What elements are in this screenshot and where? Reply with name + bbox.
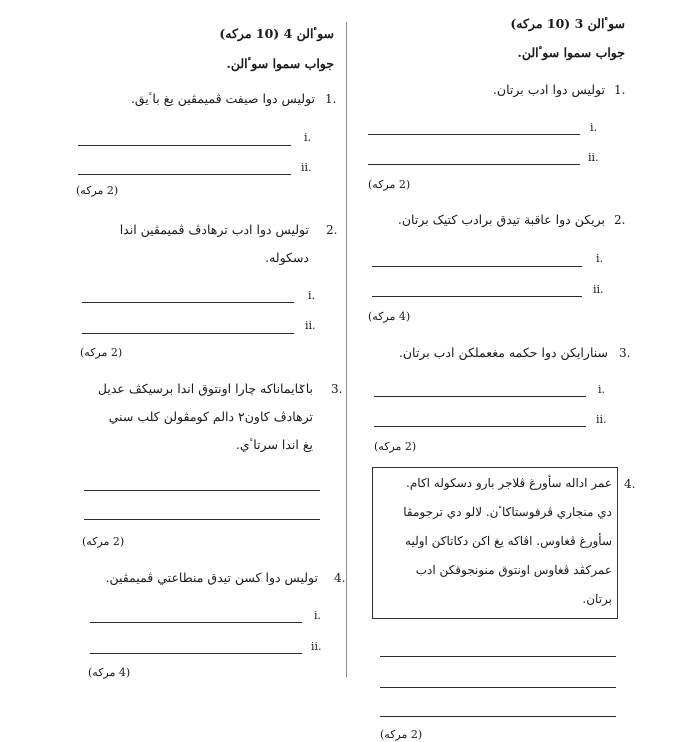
r-q4-answer-line-3[interactable] [380, 716, 616, 717]
r-q2-answer-line-2[interactable] [372, 296, 582, 297]
section3-title: سوٴالن 3 (10 مرکه) [510, 16, 625, 31]
r-q1-text: توليس دوا ادب برتان. [492, 82, 605, 97]
r-q4-answer-line-2[interactable] [380, 687, 616, 688]
r-q1-answer-line-1[interactable] [368, 134, 580, 135]
l-q4-number: 4. [334, 571, 346, 585]
r-q2-roman-2: ii. [593, 283, 604, 296]
l-q4-marks: (4 مرکه) [88, 666, 131, 679]
l-q3-number: 3. [331, 382, 343, 396]
r-q1-roman-1: i. [590, 121, 598, 134]
r-q3-marks: (2 مرکه) [374, 440, 417, 453]
l-q1-answer-line-1[interactable] [78, 145, 291, 146]
l-q1-number: 1. [325, 92, 337, 106]
l-q1-answer-line-2[interactable] [78, 174, 291, 175]
l-q3-text-line-3: يغ اندا سرتاٴي. [235, 437, 313, 452]
l-q3-answer-line-2[interactable] [84, 519, 320, 520]
l-q2-answer-line-1[interactable] [82, 302, 294, 303]
l-q2-number: 2. [326, 223, 338, 237]
r-q4-scenario-line-2: دي منجاري ڤرفوستاکاٴن. لالو دي ترجومڤا [403, 505, 612, 519]
r-q3-text: سنارايکن دوا حکمه مغعملکن ادب برتان. [398, 345, 608, 360]
l-q2-roman-1: i. [308, 289, 316, 302]
l-q3-text-line-1: باݢايماناکه چارا اونتوق اندا برسيکڤ عديل [97, 381, 313, 396]
r-q3-roman-2: ii. [596, 413, 607, 426]
r-q3-answer-line-1[interactable] [374, 396, 586, 397]
column-divider [346, 22, 347, 677]
l-q2-answer-line-2[interactable] [82, 333, 294, 334]
r-q4-scenario-line-3: سأورغ ڤغاوس. اڤاکه يغ اکن دکاتاکن اوليه [405, 534, 612, 548]
r-q3-roman-1: i. [598, 383, 606, 396]
l-q1-text: توليس دوا صيفت ڤميمڤين يغ باٴيق. [130, 91, 315, 106]
r-q4-answer-line-1[interactable] [380, 656, 616, 657]
l-q1-roman-2: ii. [301, 161, 312, 174]
l-q4-roman-2: ii. [311, 640, 322, 653]
l-q1-marks: (2 مرکه) [76, 184, 119, 197]
r-q2-text: بريکن دوا عاقبة تيدق برادب کتيک برتان. [397, 212, 605, 227]
r-q4-scenario-line-5: برتان. [582, 592, 612, 606]
r-q2-number: 2. [614, 213, 626, 227]
section4-instruction: جواب سموا سوٴالن. [226, 56, 334, 71]
l-q3-marks: (2 مرکه) [82, 535, 125, 548]
r-q4-number: 4. [624, 477, 636, 491]
r-q3-number: 3. [619, 346, 631, 360]
section3-instruction: جواب سموا سوٴالن. [517, 45, 625, 60]
r-q1-roman-2: ii. [588, 151, 599, 164]
l-q3-answer-line-1[interactable] [84, 490, 320, 491]
l-q2-text-line-2: دسکوله. [265, 250, 309, 265]
l-q4-roman-1: i. [314, 609, 322, 622]
r-q4-scenario-line-4: عمرکڤد ڤغاوس اونتوق منونجوقکن ادب [415, 563, 612, 577]
l-q4-text: توليس دوا کسن تيدق منطاعتي ڤميمڤين. [105, 570, 318, 585]
section4-title: سوٴالن 4 (10 مرکه) [219, 26, 334, 41]
r-q1-number: 1. [614, 83, 626, 97]
r-q2-roman-1: i. [596, 252, 604, 265]
l-q3-text-line-2: ترهادڤ کاون٢ دالم کومڤولن کلب سني [108, 409, 313, 424]
r-q2-marks: (4 مرکه) [368, 310, 411, 323]
l-q4-answer-line-2[interactable] [90, 653, 302, 654]
l-q2-text-line-1: توليس دوا ادب ترهادڤ ڤميمڤين اندا [119, 222, 309, 237]
l-q1-roman-1: i. [304, 131, 312, 144]
r-q4-scenario-line-1: عمر اداله سأورغ ڤلاجر بارو دسکوله اکام. [406, 476, 612, 490]
l-q2-roman-2: ii. [305, 319, 316, 332]
l-q2-marks: (2 مرکه) [80, 346, 123, 359]
r-q4-marks: (2 مرکه) [380, 728, 423, 741]
l-q4-answer-line-1[interactable] [90, 622, 302, 623]
r-q1-answer-line-2[interactable] [368, 164, 580, 165]
r-q2-answer-line-1[interactable] [372, 266, 582, 267]
r-q3-answer-line-2[interactable] [374, 426, 586, 427]
r-q1-marks: (2 مرکه) [368, 178, 411, 191]
